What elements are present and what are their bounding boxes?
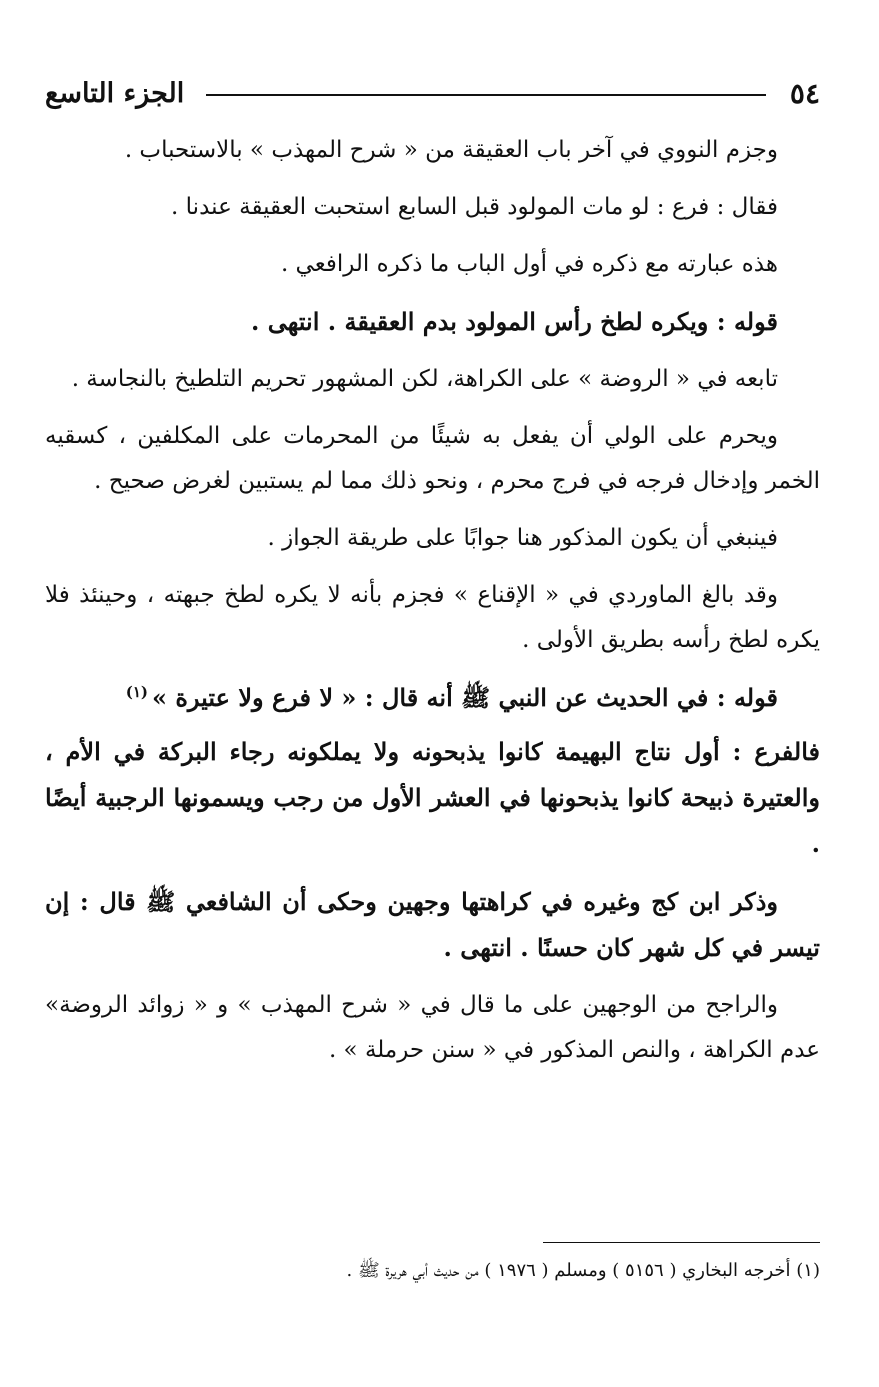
paragraph-7: فينبغي أن يكون المذكور هنا جوابًا على طريقة الجواز . [267,525,778,551]
footnote-marker: (١) [125,683,148,701]
paragraph-12: والراجح من الوجهين على ما قال في « شرح المهذب » و « زوائد الروضة» عدم الكراهة ، والنص المذكور في « سنن حرملة » . [45,992,820,1063]
paragraph-11: وذكر ابن كج وغيره في كراهتها وجهين وحكى أن الشافعي ﷺ قال : إن تيسر في كل شهر كان حسنًا . انتهى . [45,887,820,962]
paragraph-2: فقال : فرع : لو مات المولود قبل السابع استحبت العقيقة عندنا . [171,194,778,220]
part-title: الجزء التاسع [45,77,185,109]
paragraph-6: ويحرم على الولي أن يفعل به شيئًا من المحرمات على المكلفين ، كسقيه الخمر وإدخال فرجه في فرج محرم ، ونحو ذلك مما لم يستبين لغرض صحيح . [45,423,820,494]
paragraph-10-definition: فالفرع : أول نتاج البهيمة كانوا يذبحونه ولا يملكونه رجاء البركة في الأم ، والعتيرة ذبيحة كانوا يذبحونها في العشر الأول من رجب ويسمونها الرجبية أيضًا . [45,737,821,858]
paragraph-9-hadith [45,675,820,721]
hadith-text: قوله : في الحديث عن النبي ﷺ أنه قال : « لا فرع ولا عتيرة » [151,683,778,712]
paragraph-4-quote: قوله : ويكره لطخ رأس المولود بدم العقيقة . انتهى . [251,307,778,336]
footnote-rule [543,1242,820,1243]
paragraph-5: تابعه في « الروضة » على الكراهة، لكن المشهور تحريم التلطيخ بالنجاسة . [71,366,778,392]
paragraph-8: وقد بالغ الماوردي في « الإقناع » فجزم بأنه لا يكره لطخ جبهته ، وحينئذ فلا يكره لطخ رأسه بطريق الأولى . [45,582,820,653]
header-rule [206,94,766,96]
footnote: (١) أخرجه البخاري ( ٥١٥٦ ) ومسلم ( ١٩٧٦ ) من حديث أبي هريرة ﷺ . [346,1260,820,1281]
paragraph-3: هذه عبارته مع ذكره في أول الباب ما ذكره الرافعي . [280,251,778,277]
paragraph-1: وجزم النووي في آخر باب العقيقة من « شرح المهذب » بالاستحباب . [124,137,778,163]
page-header [45,68,820,118]
main-text [45,128,820,1085]
page-number: ٥٤ [789,76,820,110]
